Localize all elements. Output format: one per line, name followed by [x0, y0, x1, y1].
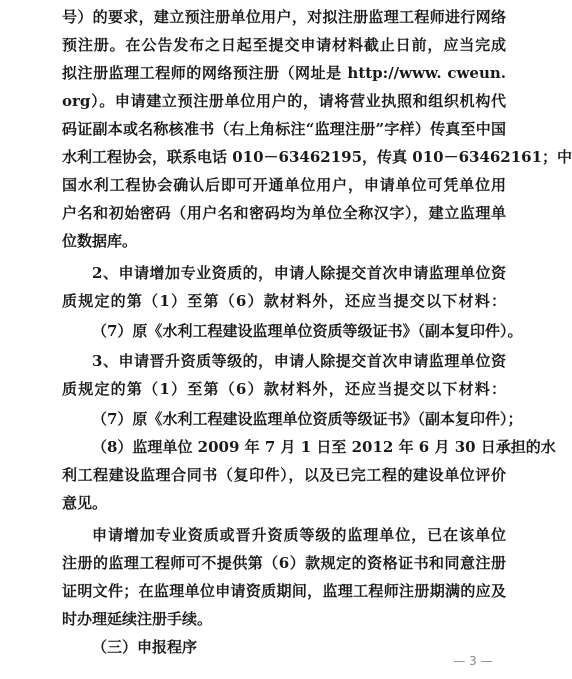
section-heading-application-procedure: （三）申报程序: [92, 638, 198, 656]
body-line-3: 拟注册监理工程师的网络预注册（网址是 http://www. cweun.: [62, 64, 506, 82]
item-3-material-8-line-1: （8）监理单位 2009 年 7 月 1 日至 2012 年 6 月 30 日承担的水: [92, 438, 556, 456]
item-3-material-8-line-2: 利工程建设监理合同书（复印件），以及已完工程的建设单位评价: [62, 466, 506, 484]
item-2-material-7: （7）原《水利工程建设监理单位资质等级证书》（副本复印件）。: [92, 322, 523, 340]
note-line-3: 证明文件；在监理单位申请资质期间，监理工程师注册期满的应及: [62, 582, 506, 600]
item-2-line-2: 质规定的第（1）至第（6）款材料外，还应当提交以下材料：: [62, 292, 506, 310]
body-line-2: 预注册。在公告发布之日起至提交申请材料截止日前，应当完成: [62, 36, 506, 54]
note-line-4: 时办理延续注册手续。: [62, 610, 213, 628]
page-number: — 3 —: [453, 654, 493, 668]
body-line-4: org）。申请建立预注册单位用户的，请将营业执照和组织机构代: [62, 92, 506, 110]
body-line-6: 水利工程协会，联系电话 010－63462195，传真 010－63462161；中: [62, 148, 572, 166]
item-3-material-7: （7）原《水利工程建设监理单位资质等级证书》（副本复印件）；: [92, 410, 523, 428]
item-2-line-1: 2、申请增加专业资质的，申请人除提交首次申请监理单位资: [92, 264, 506, 282]
note-line-1: 申请增加专业资质或晋升资质等级的监理单位，已在该单位: [92, 526, 506, 544]
body-line-1: 号）的要求，建立预注册单位用户，对拟注册监理工程师进行网络: [62, 8, 506, 26]
item-3-material-8-line-3: 意见。: [62, 494, 108, 512]
item-3-line-1: 3、申请晋升资质等级的，申请人除提交首次申请监理单位资: [92, 352, 506, 370]
body-line-8: 户名和初始密码（用户名和密码均为单位全称汉字），建立监理单: [62, 204, 506, 222]
body-line-5: 码证副本或名称核准书（右上角标注“监理注册”字样）传真至中国: [62, 120, 506, 138]
item-3-line-2: 质规定的第（1）至第（6）款材料外，还应当提交以下材料：: [62, 380, 506, 398]
body-line-9: 位数据库。: [62, 232, 138, 250]
body-line-7: 国水利工程协会确认后即可开通单位用户，申请单位可凭单位用: [62, 176, 506, 194]
note-line-2: 注册的监理工程师可不提供第（6）款规定的资格证书和同意注册: [62, 554, 506, 572]
